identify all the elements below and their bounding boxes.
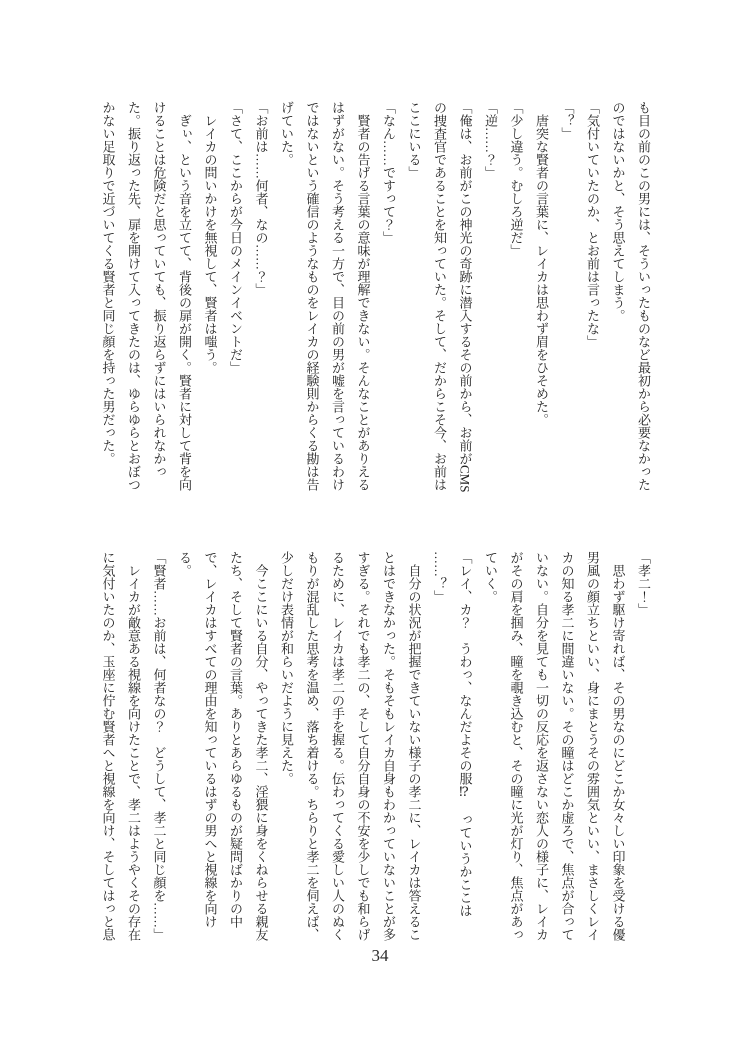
text-column: 「気付いていたのか、とお前は言ったな」 xyxy=(585,101,600,348)
text-block-top xyxy=(95,101,656,497)
text-column: カの知る孝二に間違いない。その瞳はどこか虚ろで、焦点が合って xyxy=(559,551,575,941)
page-number: 34 xyxy=(371,946,389,965)
text-column: 今ここにいる自分、やってきた孝二、淫猥に身をくねらせる親友 xyxy=(253,551,269,941)
text-column: 「なん……ですって？」 xyxy=(381,101,396,244)
text-column: ではないという確信のようなものをレイカの経験則からくる勘は告 xyxy=(304,101,320,491)
text-column: 男風の顔立ちといい、身にまとうその雰囲気といい、まさしくレイ xyxy=(585,551,600,941)
text-column: かない足取りで近づいてくる賢者と同じ顔を持った男だった。 xyxy=(100,101,116,465)
text-column: るために、レイカは孝二の手を握る。伝わってくる愛しい人のぬく xyxy=(330,551,345,941)
text-column: も目の前のこの男には、そういったものなど最初から必要なかった xyxy=(636,101,651,491)
text-column: 思わず駆け寄れば、その男なのにどこか女々しい印象を受ける優 xyxy=(610,551,626,941)
text-column: のではないかと、そう思えてしまう。 xyxy=(610,101,626,322)
text-column: ぎぃ、という音を立てて、背後の扉が開く。賢者に対して背を向 xyxy=(177,101,192,491)
text-column: 「俺は、お前がこの神光の奇跡に潜入するその前から、お前がCMS xyxy=(457,101,473,493)
text-column: 「レイ、カ？ うわっ、なんだよその服⁉ っていうかここは xyxy=(457,551,473,917)
text-column: ……？」 xyxy=(432,551,447,603)
text-column: 「？」 xyxy=(559,101,575,140)
text-column: レイカの問いかけを無視して、賢者は嗤う。 xyxy=(202,101,218,374)
text-column: いない。自分を見ても一切の反応を返さない恋人の様子に、レイカ xyxy=(534,551,549,941)
text-column: 「賢者……お前は、何者なの？ どうして、孝二と同じ顔を……」 xyxy=(151,551,167,941)
text-column: る。 xyxy=(177,551,192,577)
text-column: の捜査官であることを知っていた。そして、だからこそ今、お前は xyxy=(432,101,447,491)
text-column: で、レイカはすべての理由を知っているはずの男へと視線を向け xyxy=(202,551,218,928)
text-column: 「孝二！」 xyxy=(636,551,651,616)
text-column: もりが混乱した思考を温め、落ち着ける。ちらりと孝二を伺えば、 xyxy=(304,551,320,941)
text-column: 「お前は……何者、なの……？」 xyxy=(253,101,269,296)
text-column: ここにいる」 xyxy=(406,101,422,179)
text-column: 「少し違う。むしろ逆だ」 xyxy=(508,101,524,257)
text-column: に気付いたのか、玉座に佇む賢者へと視線を向け、そしてはっと息 xyxy=(100,551,116,941)
text-column: 「逆……？」 xyxy=(483,101,498,179)
text-column: すぎる。それでも孝二の、そして自分自身の不安を少しでも和らげ xyxy=(355,551,371,941)
text-column: レイカが敵意ある視線を向けたことで、孝二はようやくその存在 xyxy=(126,551,141,941)
text-column: げていた。 xyxy=(279,101,294,166)
text-block-bottom xyxy=(95,551,656,947)
text-column: ていく。 xyxy=(483,551,498,603)
text-column: はずがない。そう考える一方で、目の前の男が嘘を言っているわけ xyxy=(330,101,345,491)
text-column: がその肩を掴み、瞳を覗き込むと、その瞳に光が灯り、焦点があっ xyxy=(508,551,524,941)
text-column: けることは危険だと思っていても、振り返らずにはいられなかっ xyxy=(151,101,167,478)
text-column: 「さて、ここからが今日のメインイベントだ」 xyxy=(228,101,243,374)
text-column: とはできなかった。そもそもレイカ自身もわかっていないことが多 xyxy=(381,551,396,941)
text-column: 賢者の告げる言葉の意味が理解できない。そんなことがありえる xyxy=(355,101,371,491)
text-column: 自分の状況が把握できていない様子の孝二に、レイカは答えるこ xyxy=(406,551,422,941)
text-column: たち、そして賢者の言葉。ありとあらゆるものが疑問ばかりの中 xyxy=(228,551,243,928)
text-column: た。振り返った先、扉を開けて入ってきたのは、ゆらゆらとおぼつ xyxy=(126,101,141,491)
text-column: 少しだけ表情が和らいだように見えた。 xyxy=(279,551,294,785)
text-column: 唐突な賢者の言葉に、レイカは思わず眉をひそめた。 xyxy=(534,101,549,426)
